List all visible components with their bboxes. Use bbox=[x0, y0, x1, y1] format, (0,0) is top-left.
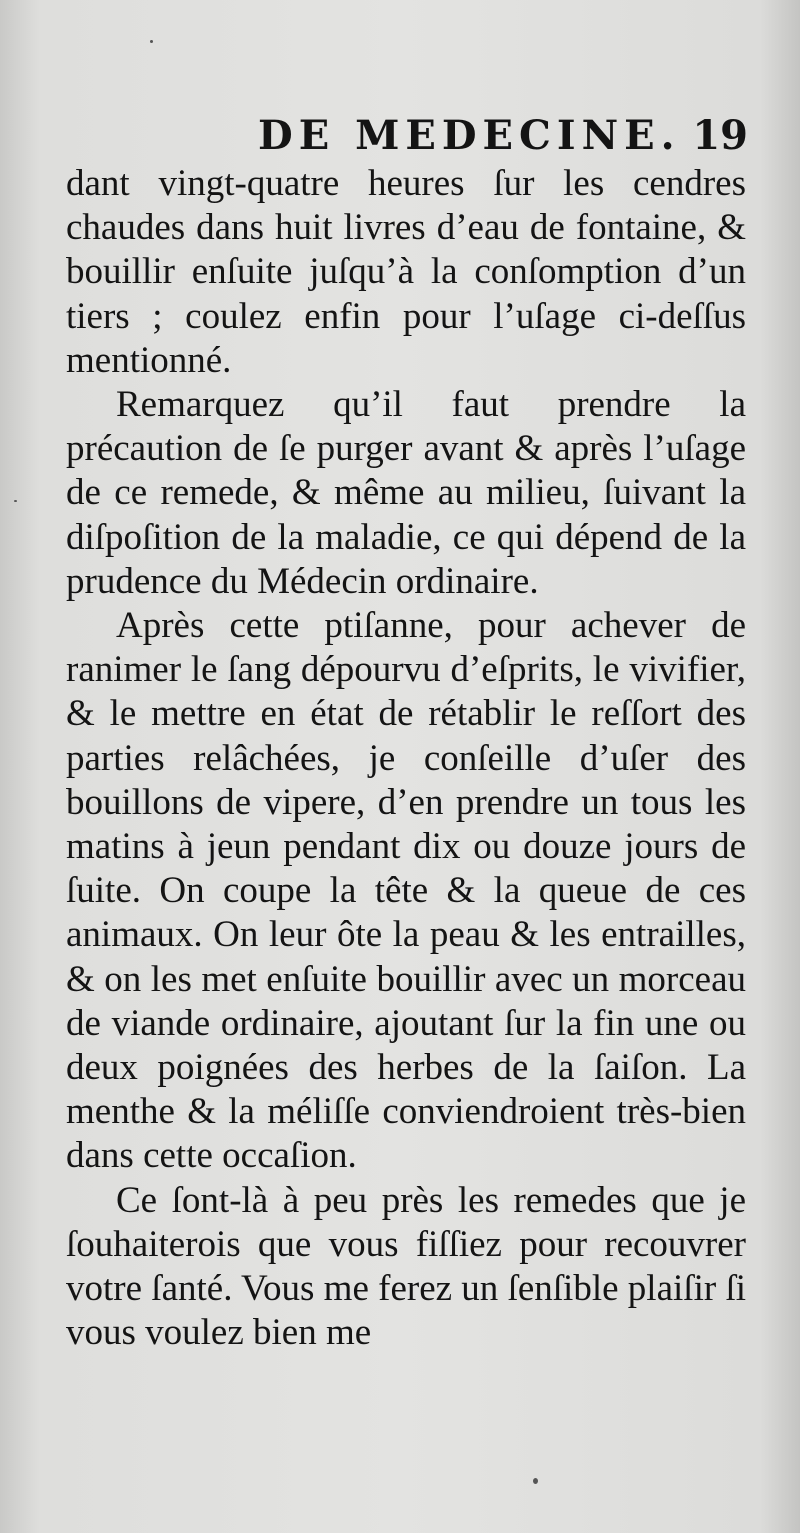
body-text bbox=[66, 162, 746, 1355]
running-head: DE MEDECINE. bbox=[258, 112, 681, 159]
ink-speck bbox=[533, 1478, 538, 1484]
page-header bbox=[258, 112, 748, 162]
paragraph-1: dant vingt-quatre heures ſur les cendres chaudes dans huit livres d’eau de fontaine, & bouillir enſuite juſqu’à la conſomption d’un tiers ; coulez enfin pour l’uſage ci-deſſus mentionné. bbox=[66, 163, 746, 381]
paragraph-3: Après cette ptiſanne, pour achever de ranimer le ſang dépourvu d’eſprits, le vivifier, & le mettre en état de rétablir le reſſort des parties relâchées, je conſeille d’uſer des bouillons de vipere, d’en prendre un tous les matins à jeun pendant dix ou douze jours de ſuite. On coupe la tête & la queue de ces animaux. On leur ôte la peau & les entrailles, & on les met enſuite bouillir avec un morceau de viande ordinaire, ajoutant ſur la fin une ou deux poignées des herbes de la ſaiſon. La menthe & la méliſſe conviendroient très-bien dans cette occaſion. bbox=[66, 605, 746, 1177]
paragraph-4: Ce ſont-là à peu près les remedes que je ſouhaiterois que vous fiſſiez pour recouvrer votre ſanté. Vous me ferez un ſenſible plaiſir ſi vous voulez bien me bbox=[66, 1179, 746, 1354]
ink-speck bbox=[150, 40, 153, 43]
page-number: 19 bbox=[692, 112, 748, 159]
ink-speck bbox=[14, 500, 17, 502]
paragraph-2: Remarquez qu’il faut prendre la précaution de ſe purger avant & après l’uſage de ce remede, & même au milieu, ſuivant la diſpoſition de la maladie, ce qui dépend de la prudence du Médecin ordinaire. bbox=[66, 384, 746, 602]
